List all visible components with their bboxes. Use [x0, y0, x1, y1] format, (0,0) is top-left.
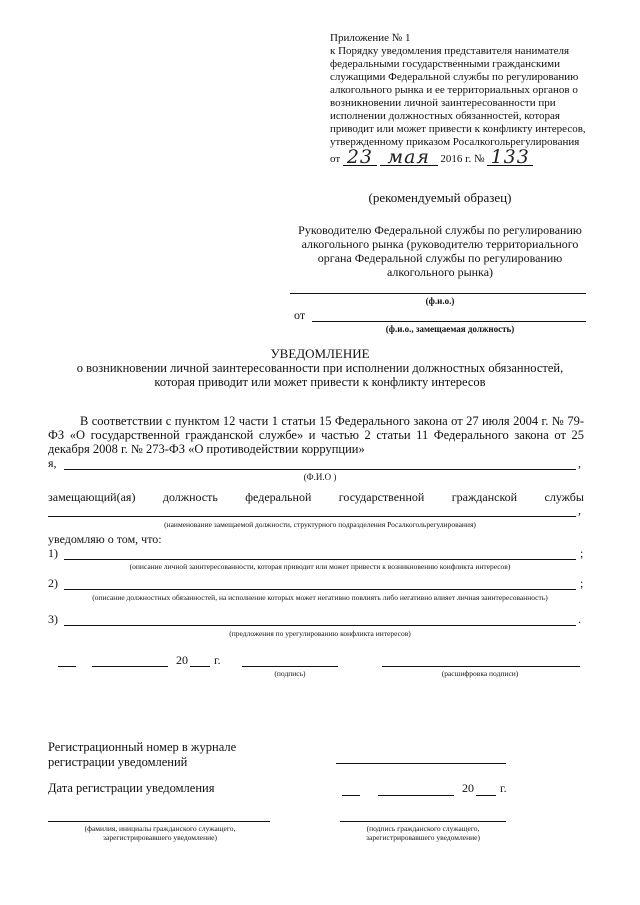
item1-line [64, 559, 576, 560]
reg-month-line [378, 795, 454, 796]
item2-caption: (описание должностных обязанностей, на исполнение которых может негативно повлиять либо негативно влияет личная заинтересованность) [92, 593, 548, 602]
word-3: федеральной [245, 490, 312, 504]
reg-fio-caption: (фамилия, инициалы гражданского служащего, зарегистрировавшего уведомление) [84, 824, 236, 842]
position-comma: , [578, 503, 581, 517]
fio-caption: (Ф.И.О ) [303, 472, 337, 482]
item1-label: 1) [48, 546, 58, 560]
notify-text: уведомляю о том, что: [48, 532, 162, 546]
item3-period: . [578, 612, 581, 626]
item3-line [64, 625, 576, 626]
addressee-line [290, 293, 586, 294]
reg-day-line [342, 795, 360, 796]
from-label: от [294, 308, 306, 322]
fio-line [64, 469, 576, 470]
from-line [312, 321, 586, 322]
reg-year-line [476, 795, 496, 796]
document-subtitle: о возникновении личной заинтересованности при исполнении должностных обязанностей, которая приводит или может привести к конфликту интересов [76, 361, 564, 389]
addressee-text: Руководителю Федеральной службы по регулированию алкогольного рынка (руководителю территориального органа Федеральной службы по регулированию алкогольного рынка) [298, 223, 582, 279]
position-caption: (наименование замещаемой должности, структурного подразделения Росалкогольрегулирования) [164, 520, 476, 529]
sign-year-suffix: г. [214, 653, 221, 667]
reg-sign-line [340, 821, 506, 822]
sign-year-line [190, 666, 210, 667]
signature-line [242, 666, 338, 667]
date-day: 23 [343, 149, 377, 166]
reg-sign-caption: (подпись гражданского служащего, зарегистрировавшего уведомление) [366, 824, 480, 842]
date-prefix: от [330, 153, 341, 165]
reg-year-suffix: г. [500, 781, 507, 795]
i-label: я, [48, 456, 57, 470]
item2-semicolon: ; [580, 576, 584, 590]
item3-label: 3) [48, 612, 58, 626]
document-title: УВЕДОМЛЕНИЕ [270, 346, 370, 361]
item1-semicolon: ; [580, 546, 584, 560]
reg-fio-line [48, 821, 270, 822]
word-5: гражданской [451, 490, 518, 504]
signature-caption: (подпись) [274, 669, 306, 678]
position-line [48, 516, 576, 517]
reg-number-label: Регистрационный номер в журнале регистрации уведомлений [48, 740, 237, 769]
word-6: службы [544, 490, 584, 504]
order-number: 133 [487, 149, 533, 166]
decode-caption: (расшифровка подписи) [441, 669, 519, 678]
addressee-fio-label: (ф.и.о.) [425, 296, 455, 306]
fio-comma: , [578, 456, 581, 470]
annex-title: Приложение № 1 [330, 32, 411, 44]
word-2: должность [162, 490, 218, 504]
annex-block [330, 32, 598, 166]
sign-day-line [58, 666, 76, 667]
fio-position-label: (ф.и.о., замещаемая должность) [385, 324, 515, 334]
word-4: государственной [338, 490, 425, 504]
sign-year-label: 20 [176, 653, 188, 667]
reg-year-label: 20 [462, 781, 474, 795]
date-month: мая [380, 149, 438, 166]
annex-date-line [330, 146, 598, 168]
sample-note: (рекомендуемый образец) [368, 190, 512, 205]
date-year: 2016 г. № [440, 153, 485, 165]
item2-label: 2) [48, 576, 58, 590]
position-words [48, 490, 584, 504]
reg-number-line [336, 763, 506, 764]
item3-caption: (предложения по урегулированию конфликта интересов) [229, 629, 411, 638]
sign-month-line [92, 666, 168, 667]
word-1: замещающий(ая) [48, 490, 136, 504]
item2-line [64, 589, 576, 590]
reg-date-label: Дата регистрации уведомления [48, 781, 215, 795]
body-paragraph: В соответствии с пунктом 12 части 1 статьи 15 Федерального закона от 27 июля 2004 г. № 79-ФЗ «О государственной гражданской службе» и частью 2 статьи 11 Федерального закона от 25 декабря 2008 г. № 273-ФЗ «О противодействии коррупции» [48, 414, 584, 456]
item1-caption: (описание личной заинтересованности, которая приводит или может привести к возникновению конфликта интересов) [129, 562, 511, 571]
annex-text: к Порядку уведомления представителя нанимателя федеральными государственными гражданскими служащими Федеральной службы по регулированию алкогольного рынка и ее территориальных органов о возникновении личной заинтересованности при исполнении должностных обязанностей, которая приводит или может привести к конфликту интересов, утвержденному приказом Росалкогольрегулирования [330, 45, 586, 148]
decode-line [382, 666, 580, 667]
